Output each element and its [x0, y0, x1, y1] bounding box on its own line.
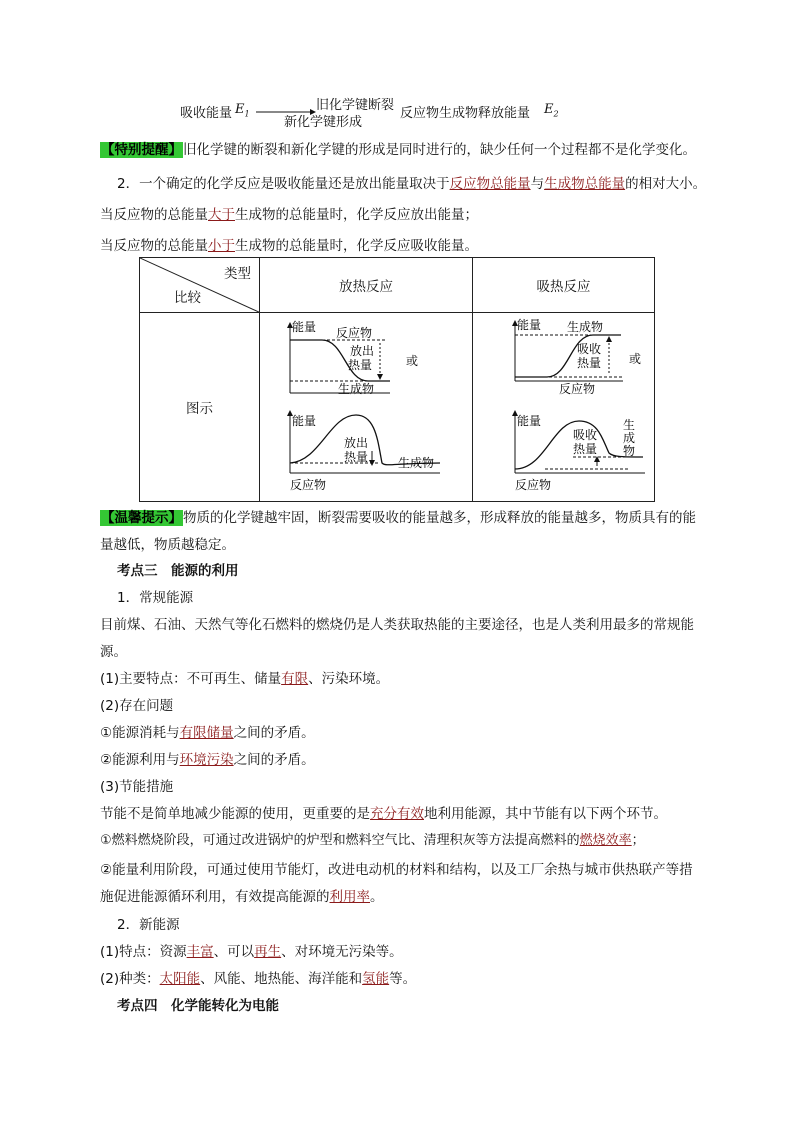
feature-pre: (1)主要特点：不可再生、储量	[100, 671, 282, 687]
reactant-label-2: 反应物	[290, 478, 327, 492]
section-4-title: 考点四 化学能转化为电能	[117, 998, 279, 1014]
special-tip-text: 旧化学键的断裂和新化学键的形成是同时进行的，缺少任何一个过程都不是化学变化。	[183, 142, 696, 158]
measure-2b	[100, 885, 384, 905]
energy-axis-label: 能量	[292, 320, 317, 334]
line-less-post: 生成物的总能量时，化学反应吸收能量。	[235, 238, 478, 254]
e2-symbol: $E_2$	[544, 102, 559, 119]
product-vertical-2: 成	[623, 431, 636, 445]
or-label: 或	[406, 354, 419, 368]
release-heat-label-1: 放出	[350, 344, 375, 358]
energy-axis-label-4: 能量	[517, 414, 542, 428]
saving-post: 地利用能源，其中节能有以下两个环节。	[424, 806, 667, 822]
problem-2-post: 之间的矛盾。	[233, 752, 315, 768]
problem-1-post: 之间的矛盾。	[233, 725, 315, 741]
limited-reserves: 有限储量	[179, 725, 234, 741]
line-less-pre: 当反应物的总能量	[100, 238, 208, 254]
new-energy-kinds	[100, 967, 416, 987]
solar-energy: 太阳能	[159, 971, 201, 987]
warm-tip-line-1	[100, 506, 696, 526]
endothermic-diagrams	[473, 313, 655, 502]
e1-symbol: $E_1$	[235, 102, 250, 119]
absorb-heat-label-4: 热量	[573, 442, 598, 456]
warm-tip-text-1: 物质的化学键越牢固，断裂需要吸收的能量越多，形成释放的能量越多，物质具有的能	[183, 510, 696, 526]
fully-effective: 充分有效	[370, 806, 424, 822]
kinds-pre: (2)种类：	[100, 971, 160, 987]
hydrogen-energy: 氢能	[362, 971, 390, 987]
endothermic-curve-1	[515, 335, 621, 377]
header-type: 类型	[224, 266, 251, 282]
bond-forming-label: 新化学键形成	[284, 115, 363, 130]
point-2-post: 的相对大小。	[625, 176, 707, 192]
comparison-table	[139, 257, 655, 502]
exothermic-diagrams	[260, 313, 473, 502]
problem-2-pre: ②能源利用与	[100, 752, 180, 768]
endothermic-energy-diagrams	[473, 313, 654, 501]
conventional-para-1: 目前煤、石油、天然气等化石燃料的燃烧仍是人类获取热能的主要途径，也是人类利用最多的常规能	[100, 617, 694, 633]
kinds-post: 等。	[389, 971, 417, 987]
new-energy-title: 2．新能源	[117, 917, 180, 933]
absorb-energy-label: 吸收能量	[180, 106, 233, 121]
point-2-mid: 与	[530, 176, 545, 192]
saving-pre: 节能不是简单地减少能源的使用，更重要的是	[100, 806, 370, 822]
formula-line	[180, 94, 600, 130]
measure-2b-pre: 施促进能源循环利用，有效提高能源的	[100, 889, 330, 905]
absorb-heat-label-2: 热量	[577, 356, 602, 370]
measure-1-pre: ①燃料燃烧阶段，可通过改进锅炉的炉型和燃料空气比、清理积灰等方法提高燃料的	[100, 833, 580, 848]
greater-than-word: 大于	[208, 207, 235, 223]
reactant-label-3: 反应物	[559, 382, 596, 396]
new-energy-features	[100, 940, 403, 960]
row-label-diagram: 图示	[140, 313, 260, 502]
line-greater-pre: 当反应物的总能量	[100, 207, 208, 223]
exothermic-energy-diagrams	[260, 313, 472, 501]
conventional-para-2: 源。	[100, 644, 127, 660]
header-exothermic: 放热反应	[260, 258, 473, 313]
feature-line	[100, 667, 389, 687]
bond-breaking-label: 旧化学键断裂	[316, 98, 395, 113]
saving-measures-title: (3)节能措施	[100, 779, 174, 795]
absorb-heat-label-3: 吸收	[573, 428, 598, 442]
utilization-rate: 利用率	[329, 889, 370, 905]
conventional-energy-title: 1．常规能源	[117, 590, 194, 606]
line-greater	[100, 203, 478, 223]
line-greater-post: 生成物的总能量时，化学反应放出能量；	[235, 207, 478, 223]
less-than-word: 小于	[208, 238, 235, 254]
warm-tip-text-2: 量越低，物质越稳定。	[100, 537, 235, 553]
reactant-total-energy: 反应物总能量	[449, 176, 531, 192]
table-corner-cell	[140, 258, 260, 313]
point-2	[117, 172, 706, 192]
or-label-2: 或	[629, 352, 642, 366]
header-compare: 比较	[174, 290, 201, 306]
reactant-label-4: 反应物	[515, 478, 552, 492]
measure-2a: ②能量利用阶段，可通过使用节能灯，改进电动机的材料和结构，以及工厂余热与城市供热联产等措	[100, 862, 693, 878]
header-endothermic: 吸热反应	[473, 258, 655, 313]
release-heat-label-2: 热量	[348, 358, 373, 372]
special-tip	[100, 138, 696, 158]
kinds-mid: 、风能、地热能、海洋能和	[200, 971, 363, 987]
warm-tip-tag: 【温馨提示】	[101, 510, 182, 526]
problem-2	[100, 748, 315, 768]
feature-post: 、污染环境。	[308, 671, 390, 687]
combustion-efficiency: 燃烧效率	[579, 833, 632, 848]
saving-line	[100, 802, 667, 822]
problem-1-pre: ①能源消耗与	[100, 725, 180, 741]
abundant-word: 丰富	[186, 944, 214, 960]
section-3-title: 考点三 能源的利用	[117, 563, 239, 579]
line-less	[100, 234, 478, 254]
energy-axis-label-2: 能量	[292, 414, 317, 428]
product-label-2: 生成物	[398, 456, 435, 470]
point-2-pre: 2．一个确定的化学反应是吸收能量还是放出能量取决于	[117, 176, 450, 192]
renewable-word: 再生	[254, 944, 282, 960]
release-heat-label-4: 热量	[344, 450, 369, 464]
measure-2b-post: 。	[370, 889, 384, 905]
product-label-3: 生成物	[567, 320, 604, 334]
reactant-label: 反应物	[336, 326, 373, 340]
product-label: 生成物	[338, 382, 375, 396]
environmental-pollution: 环境污染	[179, 752, 234, 768]
features-pre: (1)特点：资源	[100, 944, 187, 960]
product-vertical-3: 物	[623, 444, 636, 458]
limited-word: 有限	[281, 671, 309, 687]
problem-title: (2)存在问题	[100, 698, 174, 714]
problem-1	[100, 721, 315, 741]
measure-1-post: ；	[631, 833, 645, 848]
product-vertical-1: 生	[623, 418, 636, 432]
special-tip-tag: 【特别提醒】	[101, 142, 182, 158]
features-post: 、对环境无污染等。	[281, 944, 403, 960]
release-energy-label: 反应物生成物释放能量	[400, 106, 531, 121]
product-total-energy: 生成物总能量	[544, 176, 626, 192]
release-heat-label-3: 放出	[344, 436, 369, 450]
exothermic-curve-1	[290, 340, 390, 381]
features-mid: 、可以	[213, 944, 255, 960]
absorb-heat-label-1: 吸收	[577, 342, 602, 356]
measure-1	[100, 829, 645, 848]
energy-axis-label-3: 能量	[517, 318, 542, 332]
